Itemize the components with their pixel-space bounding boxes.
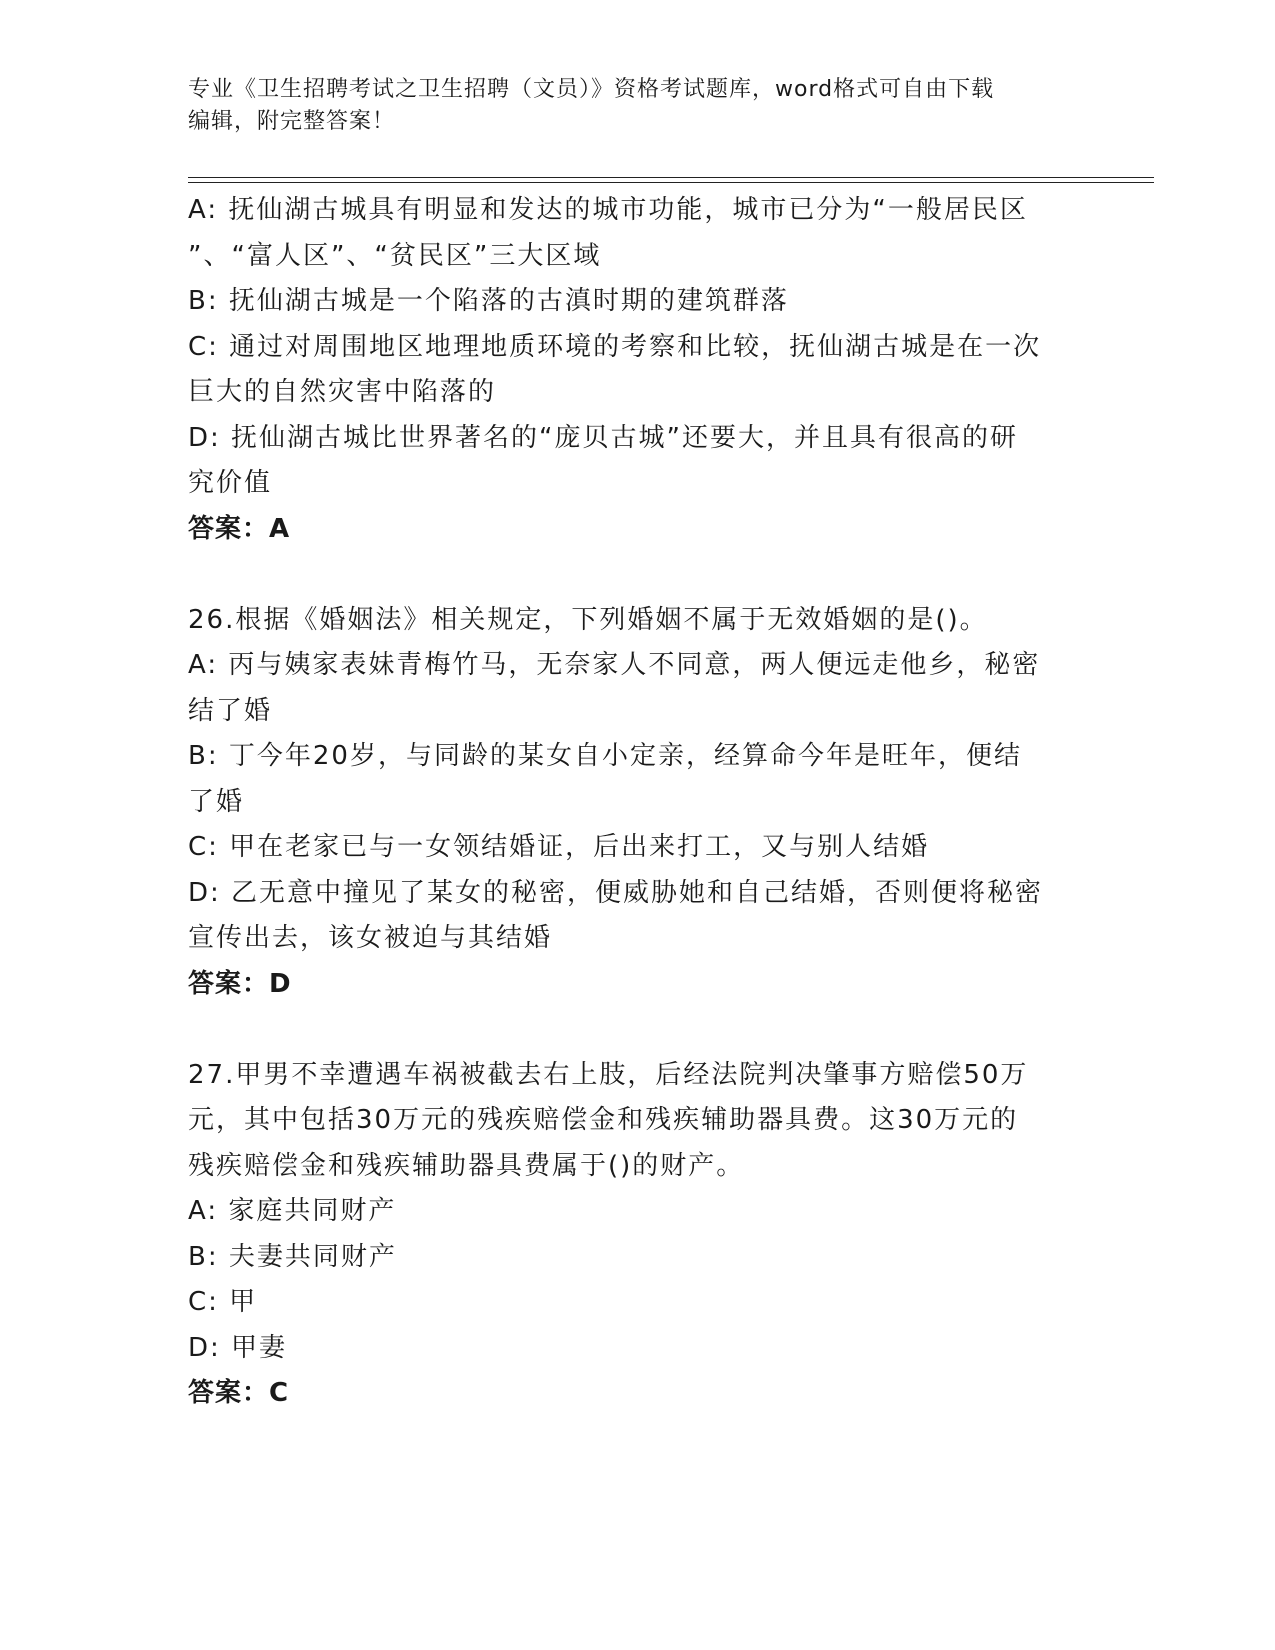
spacer: [188, 1007, 1078, 1053]
option-line: C: 甲: [188, 1287, 258, 1317]
option-line: C: 甲在老家已与一女领结婚证，后出来打工，又与别人结婚: [188, 832, 930, 862]
answer-line: 答案：C: [188, 1378, 290, 1408]
question-content: [188, 188, 1078, 1417]
header-line-2: 编辑，附完整答案！: [188, 109, 396, 134]
header-double-rule: [188, 177, 1154, 183]
spacer: [188, 552, 1078, 598]
option-line: 结了婚: [188, 695, 273, 726]
question-stem: 27.甲男不幸遭遇车祸被截去右上肢，后经法院判决肇事方赔偿50万: [188, 1059, 1029, 1090]
option-line: D: 甲妻: [188, 1332, 288, 1363]
option-line: D: 乙无意中撞见了某女的秘密，便威胁她和自己结婚，否则便将秘密: [188, 877, 1044, 908]
option-line: D: 抚仙湖古城比世界著名的“庞贝古城”还要大，并且具有很高的研: [188, 422, 1018, 453]
question-block: [188, 188, 1078, 552]
option-line: 巨大的自然灾害中陷落的: [188, 377, 497, 407]
option-line: B: 抚仙湖古城是一个陷落的古滇时期的建筑群落: [188, 286, 789, 316]
option-line: A: 抚仙湖古城具有明显和发达的城市功能，城市已分为“一般居民区: [188, 195, 1028, 225]
question-stem: 26.根据《婚姻法》相关规定，下列婚姻不属于无效婚姻的是()。: [188, 604, 988, 635]
question-block: [188, 1053, 1078, 1417]
answer-line: 答案：D: [188, 968, 292, 999]
question-stem: 残疾赔偿金和残疾辅助器具费属于()的财产。: [188, 1150, 745, 1181]
option-line: A: 丙与姨家表妹青梅竹马，无奈家人不同意，两人便远走他乡，秘密: [188, 650, 1041, 680]
option-line: C: 通过对周围地区地理地质环境的考察和比较，抚仙湖古城是在一次: [188, 331, 1042, 362]
option-line: B: 丁今年20岁，与同龄的某女自小定亲，经算命今年是旺年，便结: [188, 741, 1022, 771]
option-line: 究价值: [188, 468, 273, 498]
document-header: [188, 74, 1088, 138]
option-line: ”、“富人区”、“贫民区”三大区域: [188, 240, 602, 271]
question-block: [188, 598, 1078, 1008]
question-stem: 元，其中包括30万元的残疾赔偿金和残疾辅助器具费。这30万元的: [188, 1105, 1019, 1135]
answer-line: 答案：A: [188, 513, 291, 544]
option-line: A: 家庭共同财产: [188, 1196, 397, 1226]
option-line: 宣传出去，该女被迫与其结婚: [188, 923, 553, 953]
header-line-1: 专业《卫生招聘考试之卫生招聘（文员）》资格考试题库，word格式可自由下载: [188, 77, 995, 102]
option-line: B: 夫妻共同财产: [188, 1241, 397, 1272]
option-line: 了婚: [188, 786, 245, 817]
